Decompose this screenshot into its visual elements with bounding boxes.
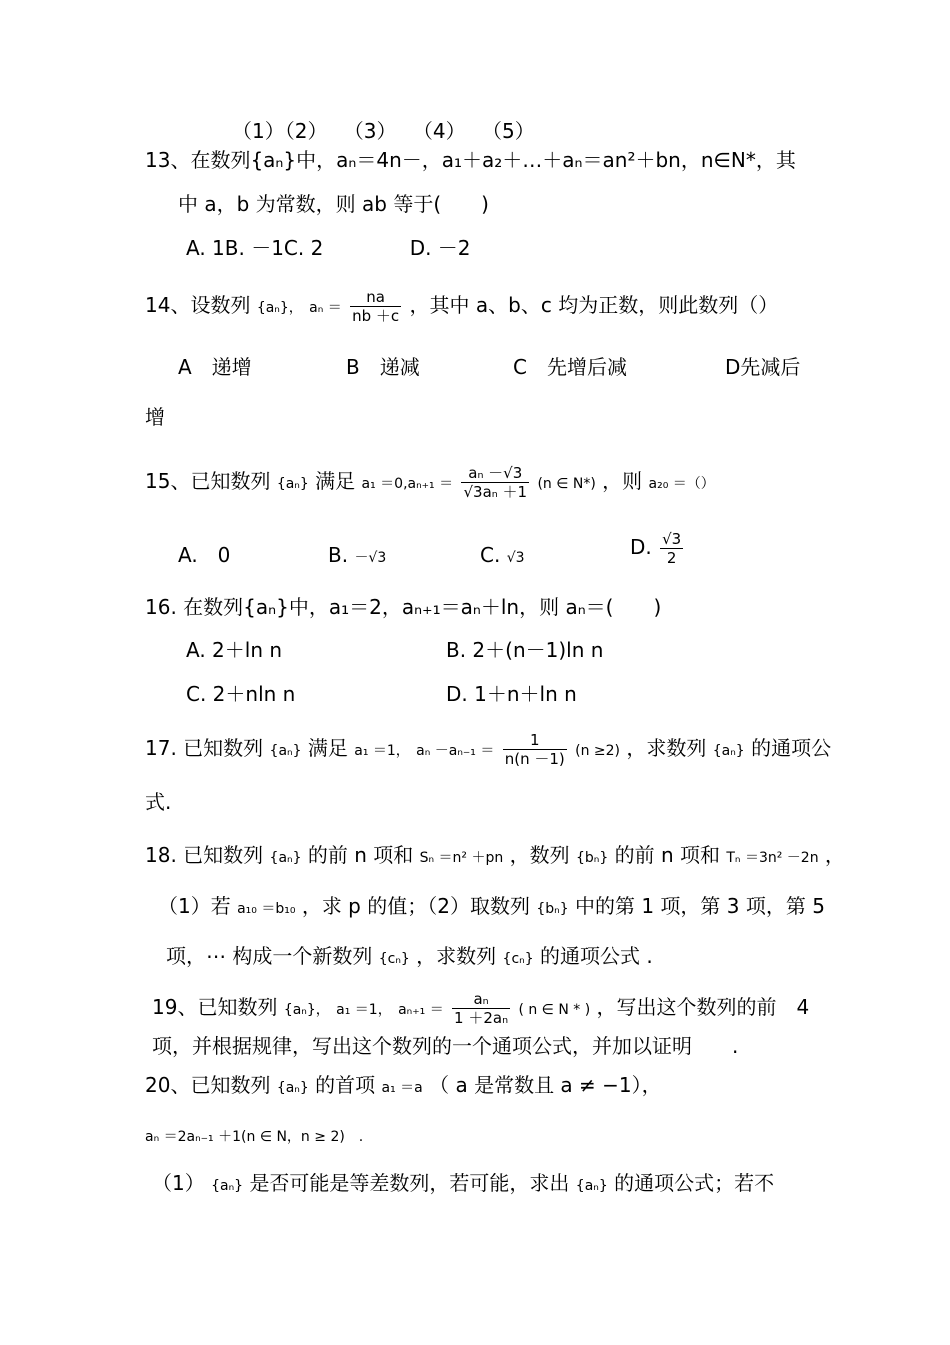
question-19-line1	[152, 990, 809, 1027]
question-19-line2: 项，并根据规律，写出这个数列的一个通项公式，并加以证明 .	[152, 1034, 739, 1058]
question-20-recurrence: aₙ ＝2aₙ₋₁ ＋1(n ∈ N，n ≥ 2) .	[145, 1129, 364, 1145]
q18-mid: 的前 n 项和	[307, 843, 414, 867]
q20-mid: 的首项	[315, 1073, 376, 1097]
q15-condition2: (n ∈ N*)	[537, 476, 596, 492]
q14-sequence: {aₙ}，	[256, 300, 303, 316]
q18-tn: Tₙ ＝3n² －2n	[726, 850, 819, 866]
question-13-options: A. 1B. －1C. 2 D. －2	[186, 236, 471, 260]
q18-end: ，	[824, 843, 845, 867]
q20-post: （ a 是常数且 a ≠ −1），	[429, 1073, 662, 1097]
q15-option-b-label: B.	[328, 543, 349, 567]
q18-sequence-a: {aₙ}	[269, 850, 302, 866]
q15-option-d-fraction	[660, 530, 683, 567]
q17-a1: a₁ ＝1，	[354, 743, 410, 759]
q17-continuation: 式.	[145, 790, 172, 814]
q18c-prefix: 项，⋯ 构成一个新数列	[166, 944, 373, 968]
q14-fraction	[350, 288, 401, 325]
q15-mid: 满足	[315, 469, 356, 493]
q19-fraction	[452, 990, 510, 1027]
q17-sequence: {aₙ}	[269, 743, 302, 759]
q18b-prefix: （1）若	[158, 894, 231, 918]
q17-recurrence: aₙ －aₙ₋₁ ＝	[416, 743, 495, 759]
q20-sequence: {aₙ}	[276, 1080, 309, 1096]
q15-option-b-value: －√3	[354, 550, 387, 566]
q19-sequence: {aₙ}，	[283, 1002, 330, 1018]
q14-an: aₙ ＝	[309, 300, 342, 316]
q15-option-d	[630, 530, 685, 567]
q15-prefix: 15、已知数列	[145, 469, 271, 493]
q16-option-d: D. 1＋n＋ln n	[446, 682, 577, 706]
q14-denominator: nb ＋c	[352, 307, 400, 325]
question-18-line1	[145, 842, 845, 871]
q18c-sequence-c2: {cₙ}	[502, 951, 534, 967]
q20c-sequence: {aₙ}	[211, 1178, 244, 1194]
question-18-line3	[166, 943, 653, 972]
q14-numerator: na	[350, 288, 401, 307]
q18b-equation: a₁₀ ＝b₁₀	[237, 901, 296, 917]
q19-denominator: 1 ＋2aₙ	[454, 1009, 509, 1027]
q17-mid: 满足	[307, 736, 348, 760]
q17-condition: (n ≥2)	[575, 743, 621, 759]
q15-option-c-value: √3	[506, 550, 525, 566]
q20c-sequence2: {aₙ}	[575, 1178, 608, 1194]
question-13-line1: 13、在数列{aₙ}中，aₙ＝4n－，a₁＋a₂＋…＋aₙ＝an²＋bn，n∈N*，其	[145, 148, 796, 172]
q20c-mid: 是否可能是等差数列，若可能，求出	[249, 1171, 570, 1195]
question-18-line2	[158, 893, 825, 922]
q17-post: ，求数列	[626, 736, 707, 760]
q14-option-d: D先减后	[725, 355, 801, 379]
q18b-post: 中的第 1 项，第 3 项，第 5	[574, 894, 825, 918]
q18-sn: Sₙ ＝n² ＋pn	[419, 850, 504, 866]
q18c-sequence-c: {cₙ}	[378, 951, 410, 967]
q15-denominator: √3aₙ ＋1	[463, 483, 528, 501]
q16-option-a: A. 2＋ln n	[186, 638, 283, 662]
question-16-line1: 16. 在数列{aₙ}中，a₁＝2，aₙ₊₁＝aₙ＋ln，则 aₙ＝( )	[145, 595, 662, 619]
question-13-line2: 中 a，b 为常数，则 ab 等于( )	[178, 192, 489, 216]
question-14-line1	[145, 288, 778, 325]
answer-blanks-line: （1）（2） （3） （4） （5）	[232, 119, 535, 143]
q17-fraction	[503, 731, 567, 768]
q19-post: ，写出这个数列的前 4	[596, 995, 810, 1019]
q15-option-d-label: D.	[630, 535, 652, 559]
q15-then: ，则	[602, 469, 643, 493]
q15-option-b	[328, 542, 386, 571]
q19-recurrence: aₙ₊₁ ＝	[398, 1002, 444, 1018]
q20-prefix: 20、已知数列	[145, 1073, 271, 1097]
q17-denominator: n(n －1)	[504, 750, 565, 768]
q15-condition: a₁ ＝0,aₙ₊₁ ＝	[361, 476, 454, 492]
question-15-line1	[145, 464, 715, 501]
q14-prefix: 14、设数列	[145, 293, 251, 317]
q18-prefix: 18. 已知数列	[145, 843, 264, 867]
q17-prefix: 17. 已知数列	[145, 736, 264, 760]
q18b-mid: ，求 p 的值；（2）取数列	[301, 894, 530, 918]
q17-sequence2: {aₙ}	[712, 743, 745, 759]
q15-option-c	[480, 542, 525, 571]
q17-post2: 的通项公	[751, 736, 832, 760]
q18-mid3: 的前 n 项和	[614, 843, 720, 867]
q14-suffix: ，其中 a、b、c 均为正数，则此数列（）	[409, 293, 779, 317]
q15-numerator: aₙ －√3	[461, 464, 529, 483]
q15-option-d-numerator: √3	[662, 530, 682, 548]
q15-option-c-label: C.	[480, 543, 501, 567]
q20c-prefix: （1）	[152, 1171, 205, 1195]
q18c-post: 的通项公式 .	[539, 944, 653, 968]
q15-option-d-denominator: 2	[666, 549, 677, 567]
q14-option-b: B 递减	[346, 355, 420, 379]
q15-fraction	[461, 464, 529, 501]
q14-option-d-continuation: 增	[145, 405, 165, 429]
q18c-mid: ，求数列	[416, 944, 497, 968]
q17-numerator: 1	[503, 731, 567, 750]
q18-mid2: ，数列	[509, 843, 570, 867]
question-20-part1	[152, 1170, 774, 1199]
q15-sequence: {aₙ}	[276, 476, 309, 492]
q15-ask: a₂₀ ＝（）	[648, 476, 715, 492]
q18-sequence-b: {bₙ}	[575, 850, 609, 866]
q20c-post: 的通项公式；若不	[614, 1171, 775, 1195]
q19-prefix: 19、已知数列	[152, 995, 278, 1019]
q16-option-c: C. 2＋nln n	[186, 682, 296, 706]
q14-option-a: A 递增	[178, 355, 252, 379]
question-20-line1	[145, 1072, 662, 1101]
q19-numerator: aₙ	[452, 990, 510, 1009]
q20-a1: a₁ ＝a	[381, 1080, 423, 1096]
q18b-sequence-b: {bₙ}	[536, 901, 569, 917]
q14-option-c: C 先增后减	[513, 355, 627, 379]
q19-a1: a₁ ＝1，	[336, 1002, 392, 1018]
q15-option-a: A. 0	[178, 543, 231, 567]
q19-condition: ( n ∈ N * )	[518, 1002, 591, 1018]
question-17-line1	[145, 731, 831, 768]
q16-option-b: B. 2＋(n－1)ln n	[446, 638, 604, 662]
